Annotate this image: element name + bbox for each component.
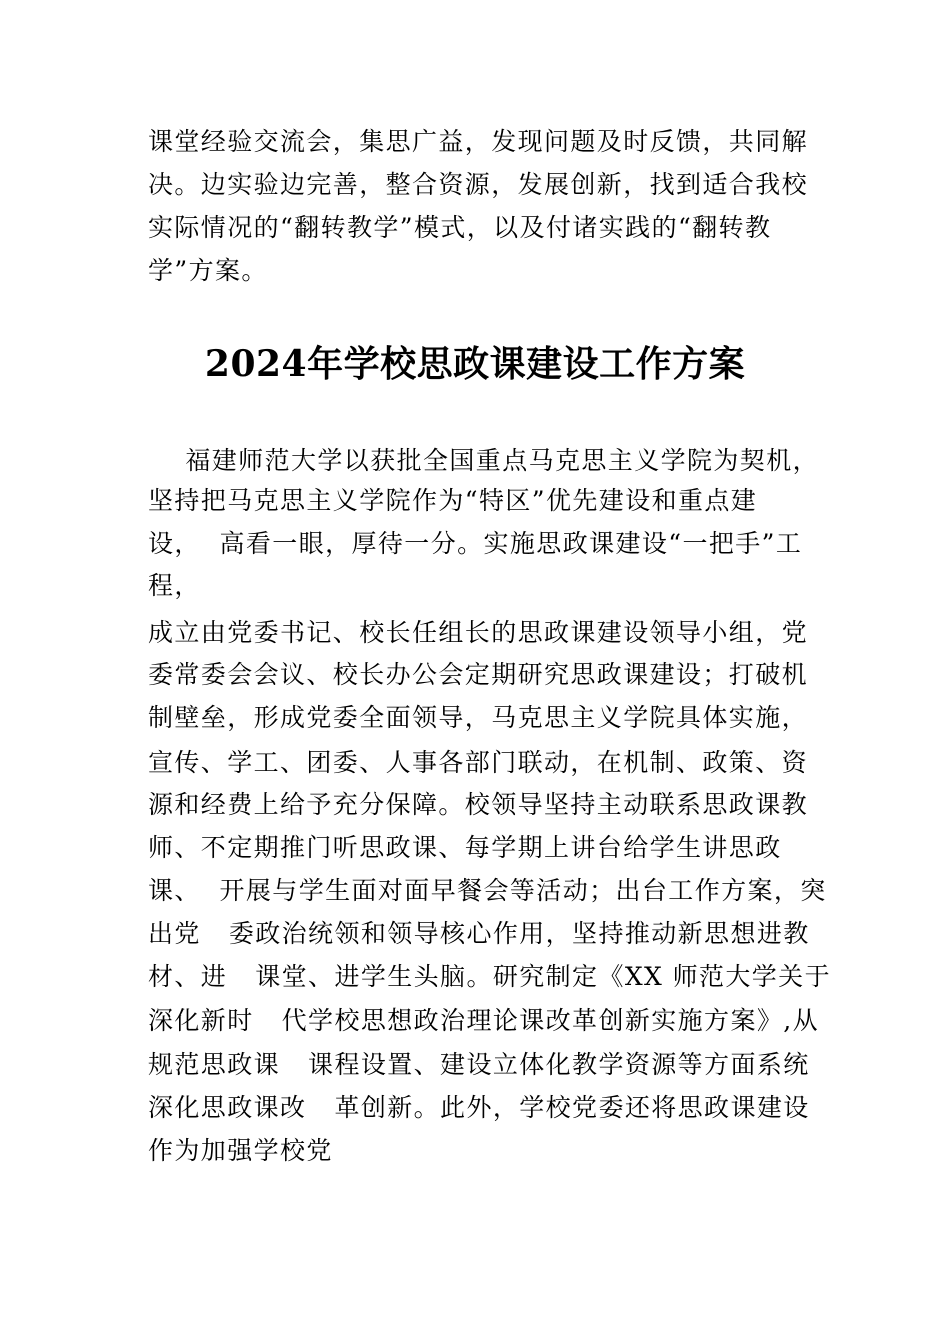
intro-line-3: 实际情况的“翻转教学”模式，以及付诸实践的“翻转教 bbox=[148, 213, 772, 242]
body-line-3: 设， 高看一眼，厚待一分。实施思政课建设“一把手”工 bbox=[148, 529, 803, 558]
body-line-2: 坚持把马克思主义学院作为“特区”优先建设和重点建 bbox=[148, 486, 758, 515]
intro-line-4: 学”方案。 bbox=[148, 256, 268, 285]
body-line-12: 出党 委政治统领和领导核心作用，坚持推动新思想进教 bbox=[148, 919, 810, 948]
body-line-9: 源和经费上给予充分保障。校领导坚持主动联系思政课教 bbox=[148, 790, 809, 819]
body-line-4: 程， bbox=[148, 571, 201, 600]
body-line-11: 课、 开展与学生面对面早餐会等活动；出台工作方案，突 bbox=[148, 876, 827, 905]
body-line-6: 委常委会会议、校长办公会定期研究思政课建设；打破机 bbox=[148, 660, 809, 689]
body-line-5: 成立由党委书记、校长任组长的思政课建设领导小组，党 bbox=[148, 618, 809, 647]
body-line-8: 宣传、学工、团委、人事各部门联动，在机制、政策、资 bbox=[148, 748, 809, 777]
body-line-17: 作为加强学校党 bbox=[148, 1136, 333, 1165]
intro-line-1: 课堂经验交流会，集思广益，发现问题及时反馈，共同解 bbox=[148, 127, 809, 156]
body-line-13: 材、进 课堂、进学生头脑。研究制定《XX 师范大学关于 bbox=[148, 962, 831, 991]
body-line-7: 制壁垒，形成党委全面领导，马克思主义学院具体实施， bbox=[148, 703, 809, 732]
body-line-16: 深化思政课改 革创新。此外，学校党委还将思政课建设 bbox=[148, 1093, 810, 1122]
body-line-15: 规范思政课 课程设置、建设立体化教学资源等方面系统 bbox=[148, 1050, 810, 1079]
body-line-14: 深化新时 代学校思想政治理论课改革创新实施方案》,从 bbox=[148, 1006, 819, 1035]
document-title: 2024年学校思政课建设工作方案 bbox=[204, 343, 746, 385]
body-line-10: 师、不定期推门听思政课、每学期上讲台给学生讲思政 bbox=[148, 833, 782, 862]
intro-line-2: 决。边实验边完善，整合资源，发展创新，找到适合我校 bbox=[148, 170, 809, 199]
body-line-1: 福建师范大学以获批全国重点马克思主义学院为契机， bbox=[148, 446, 819, 475]
